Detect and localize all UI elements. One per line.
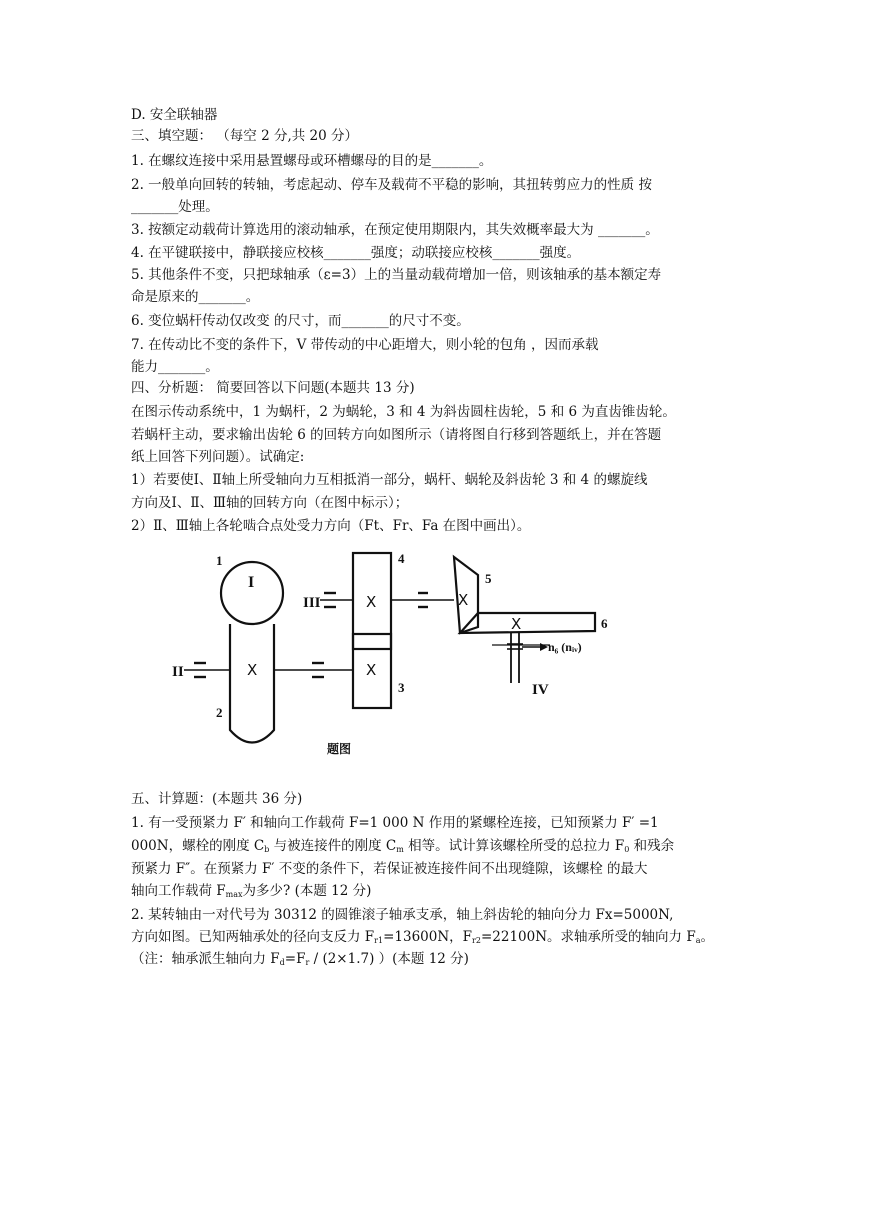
calc-question-2-line-1: 2. 某转轴由一对代号为 30312 的圆锥滚子轴承支承，轴上斜齿轮的轴向分力 Fx=5000N,: [131, 907, 674, 923]
label-4: 4: [398, 551, 405, 566]
analysis-question-1-line-2: 方向及Ⅰ、Ⅱ、Ⅲ轴的回转方向（在图中标示）；: [131, 495, 409, 511]
shaft-label-4: IV: [532, 682, 549, 698]
fill-question-3: 3. 按额定动载荷计算选用的滚动轴承，在预定使用期限内，其失效概率最大为 _______。: [131, 222, 659, 238]
label-2: 2: [216, 705, 223, 720]
worm-wheel: [230, 624, 274, 743]
fill-question-2-line-2: _______处理。: [131, 199, 219, 215]
fill-question-5-line-2: 命是原来的_______。: [131, 289, 260, 305]
worm-circle: [221, 562, 283, 624]
analysis-question-2: 2）Ⅱ、Ⅲ轴上各轮啮合点处受力方向（Ft、Fr、Fa 在图中画出）。: [131, 518, 531, 534]
fill-question-2-line-1: 2. 一般单向回转的转轴，考虑起动、停车及载荷不平稳的影响，其扭转剪应力的性质 按: [131, 177, 652, 193]
speed-label: n₆ (nᵢᵥ): [548, 640, 582, 654]
fill-question-1: 1. 在螺纹连接中采用悬置螺母或环槽螺母的目的是_______。: [131, 153, 493, 169]
analysis-text-line-2: 若蜗杆主动，要求输出齿轮 6 的回转方向如图所示（请将图自行移到答题纸上，并在答题: [131, 427, 662, 443]
x-mark-wheel: X: [247, 661, 258, 679]
x-mark-gear-4: X: [366, 593, 377, 611]
shaft-label-1: I: [248, 574, 255, 591]
shaft-label-3: III: [303, 595, 321, 611]
analysis-question-1-line-1: 1）若要使Ⅰ、Ⅱ轴上所受轴向力互相抵消一部分，蜗杆、蜗轮及斜齿轮 3 和 4 的螺旋线: [131, 472, 648, 488]
transmission-diagram: [160, 545, 640, 760]
fill-question-6: 6. 变位蜗杆传动仅改变 的尺寸，而_______的尺寸不变。: [131, 313, 470, 329]
label-5: 5: [485, 571, 492, 586]
calc-question-1-line-2: 000N，螺栓的刚度 $C_b$ 与被连接件的刚度 $C_m$ 相等。试计算该螺栓所受的总拉力 $F_0$ 和残余: [131, 838, 675, 854]
label-3: 3: [398, 680, 405, 695]
fill-question-7-line-1: 7. 在传动比不变的条件下，V 带传动的中心距增大，则小轮的包角 ，因而承载: [131, 337, 599, 353]
calc-question-2-line-2: 方向如图。已知两轴承处的径向支反力 $F_{r1}=13600N$，$F_{r2}=22100N$。求轴承所受的轴向力 $F_a$。: [131, 929, 714, 945]
label-1: 1: [216, 553, 223, 568]
figure-caption: 题图: [327, 742, 352, 756]
bevel-gear-6: [460, 613, 595, 633]
fill-question-7-line-2: 能力_______。: [131, 359, 219, 375]
x-mark-bevel-5: X: [458, 591, 469, 609]
section-3-heading: 三、填空题： （每空 2 分,共 20 分）: [131, 128, 359, 144]
calc-question-1-line-1: 1. 有一受预紧力 F′ 和轴向工作载荷 F=1 000 N 作用的紧螺栓连接，已知预紧力 F′ =1: [131, 815, 659, 831]
fill-question-4: 4. 在平键联接中，静联接应校核_______强度；动联接应校核_______强度。: [131, 245, 581, 261]
shaft-label-2: II: [172, 664, 184, 680]
x-mark-gear-3: X: [366, 661, 377, 679]
label-6: 6: [601, 616, 608, 631]
analysis-text-line-3: 纸上回答下列问题）。试确定:: [131, 449, 305, 465]
section-5-heading: 五、计算题：(本题共 36 分): [131, 791, 303, 807]
option-d: D. 安全联轴器: [131, 107, 218, 123]
fill-question-5-line-1: 5. 其他条件不变，只把球轴承（ε=3）上的当量动载荷增加一倍，则该轴承的基本额定寿: [131, 267, 662, 283]
x-mark-bevel-6: X: [511, 615, 522, 633]
calc-question-1-line-3: 预紧力 F″。在预紧力 F′ 不变的条件下，若保证被连接件间不出现缝隙，该螺栓 的最大: [131, 861, 648, 877]
section-4-heading: 四、分析题： 简要回答以下问题(本题共 13 分): [131, 380, 415, 396]
analysis-text-line-1: 在图示传动系统中，1 为蜗杆，2 为蜗轮，3 和 4 为斜齿圆柱齿轮，5 和 6 为直齿锥齿轮。: [131, 404, 676, 420]
calc-question-2-line-3: （注：轴承派生轴向力 $F_d=F_r / (2\times 1.7)$ ）(本题 12 分): [131, 951, 469, 967]
calc-question-1-line-4: 轴向工作载荷 $F_{max}$为多少? (本题 12 分): [131, 883, 372, 899]
